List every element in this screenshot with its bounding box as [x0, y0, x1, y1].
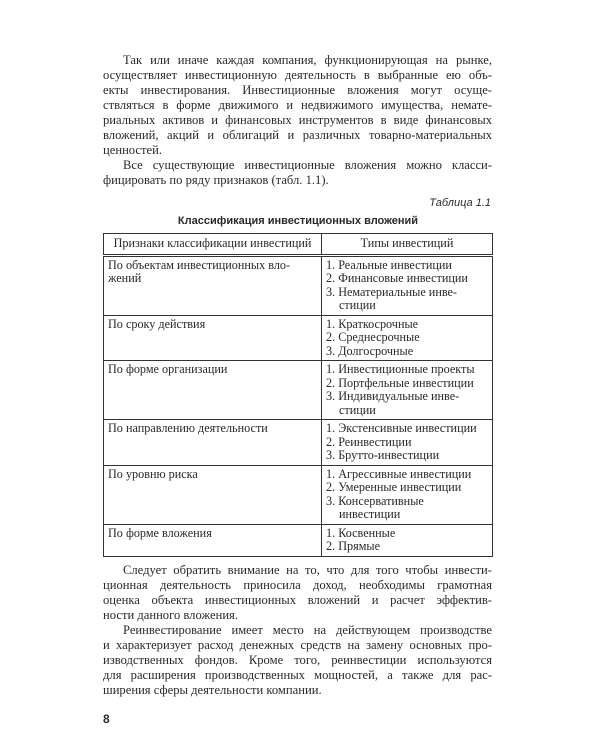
investment-type: 1. Косвенные	[326, 525, 396, 540]
text-line: фицировать по ряду признаков (табл. 1.1).	[103, 173, 329, 187]
text-line: осуществляет инвестиционную деятельность в выбранные ею объ-	[103, 68, 492, 82]
criterion-cell: По объектам инвестиционных вло- жений	[104, 255, 322, 315]
table-row	[104, 465, 493, 524]
text-line: Все существующие инвестиционные вложения можно класси-	[123, 158, 492, 172]
investment-type: 3. Брутто-инвестиции	[326, 448, 440, 462]
investment-type: 1. Экстенсивные инвестиции	[326, 421, 477, 435]
table-row	[104, 255, 493, 315]
investment-type: 2. Финансовые инвестиции	[326, 271, 468, 285]
text-line: ствляться в форме движимого и недвижимого имущества, немате-	[103, 98, 492, 112]
classification-table	[103, 233, 493, 557]
text-line: Так или иначе каждая компания, функционирующая на рынке,	[123, 53, 492, 67]
table-row	[104, 524, 493, 556]
text-line: ционная деятельность приносила доход, необходимы грамотная	[103, 577, 492, 592]
investment-type: 1. Инвестиционные проекты	[326, 362, 475, 376]
table-row	[104, 315, 493, 361]
text-line: вложений, акций и облигаций и различных товарно-материальных	[103, 128, 492, 142]
text-line: Реинвестирование имеет место на действующем производстве	[123, 622, 492, 637]
paragraph-1	[103, 53, 492, 158]
investment-type: 1. Реальные инвестиции	[326, 257, 452, 272]
text-line: оценка объекта инвестиционных вложений и расчет эффектив-	[103, 592, 492, 607]
text-line: для расширения производственных мощностей, а также для рас-	[103, 667, 492, 682]
investment-type: 3. Консервативные инвестиции	[326, 493, 424, 521]
criterion-cell: По сроку действия	[104, 315, 322, 361]
paragraph-4	[103, 623, 492, 698]
text-line: ценностей.	[103, 143, 162, 157]
page-number: 8	[103, 711, 110, 726]
text-line: ности данного вложения.	[103, 607, 238, 622]
criterion-cell: По форме вложения	[104, 524, 322, 556]
investment-type: 2. Умеренные инвестиции	[326, 480, 462, 494]
types-cell	[322, 255, 493, 315]
criterion-cell: По уровню риска	[104, 465, 322, 524]
types-cell	[322, 315, 493, 361]
table-header-row	[104, 234, 493, 256]
types-cell	[322, 361, 493, 420]
text-line: ширения сферы деятельности компании.	[103, 682, 322, 697]
criterion-cell: По форме организации	[104, 361, 322, 420]
text-line: и характеризует расход денежных средств на замену основных про-	[103, 637, 492, 652]
text-line: риальных активов и финансовых инструментов в виде финансовых	[103, 113, 492, 127]
paragraph-2	[103, 158, 492, 188]
investment-type: 2. Среднесрочные	[326, 330, 420, 344]
investment-type: 1. Агрессивные инвестиции	[326, 466, 472, 481]
table-number: Таблица 1.1	[429, 197, 491, 209]
types-cell	[322, 420, 493, 466]
investment-type: 3. Долгосрочные	[326, 343, 414, 358]
text-line: екты инвестирования. Инвестиционные вложения могут осуще-	[103, 83, 492, 97]
paragraph-3	[103, 563, 492, 623]
header-types: Типы инвестиций	[322, 234, 493, 256]
types-cell	[322, 524, 493, 556]
text-line: изводственных фондов. Кроме того, реинвестиции используются	[103, 652, 492, 667]
investment-type: 2. Реинвестиции	[326, 434, 412, 449]
types-cell	[322, 465, 493, 524]
table-title: Классификация инвестиционных вложений	[177, 215, 419, 227]
criterion-cell: По направлению деятельности	[104, 420, 322, 466]
investment-type: 3. Нематериальные инве- стиции	[326, 284, 457, 312]
investment-type: 3. Индивидуальные инве- стиции	[326, 389, 460, 417]
investment-type: 2. Прямые	[326, 539, 380, 553]
table-row	[104, 420, 493, 466]
text-line: Следует обратить внимание на то, что для того чтобы инвести-	[123, 562, 492, 577]
investment-type: 2. Портфельные инвестиции	[326, 375, 474, 390]
table-row	[104, 361, 493, 420]
investment-type: 1. Краткосрочные	[326, 316, 419, 331]
header-criteria: Признаки классификации инвестиций	[104, 234, 322, 256]
